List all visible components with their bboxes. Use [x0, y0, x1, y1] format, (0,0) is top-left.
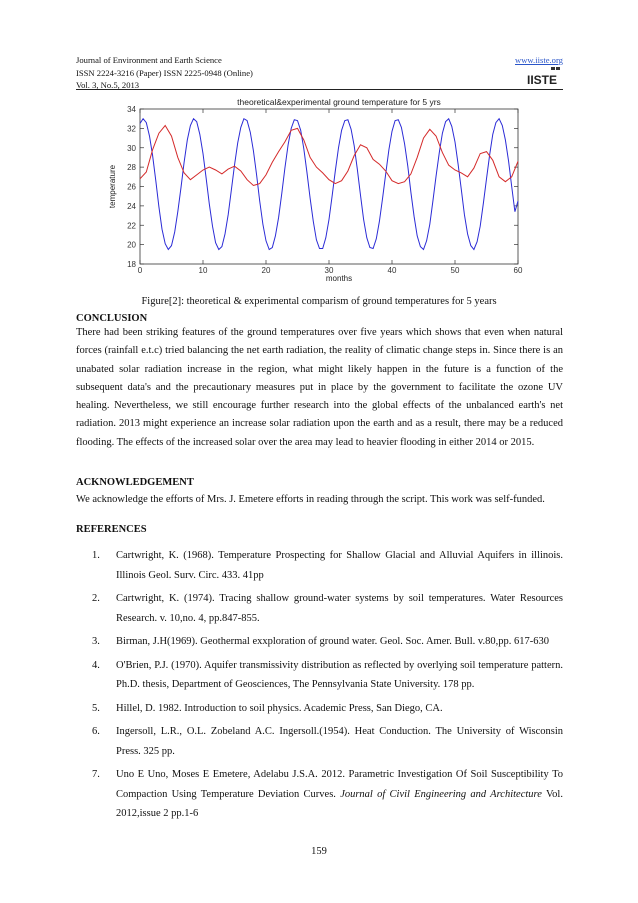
- reference-item: 2. Cartwright, K. (1974). Tracing shallow ground-water systems by soil temperatures. Water Resources Research. v. 10,no. 4, pp.847-855.: [92, 593, 563, 624]
- y-tick-label: 28: [127, 163, 136, 173]
- chart-title: theoretical&experimental ground temperature for 5 yrs: [237, 97, 441, 107]
- y-tick-label: 20: [127, 240, 136, 250]
- x-tick-label: 0: [137, 266, 143, 275]
- reference-list: [76, 546, 563, 828]
- x-tick-label: 30: [324, 266, 334, 275]
- temperature-chart: [103, 94, 533, 282]
- y-tick-label: 26: [127, 182, 136, 192]
- reference-item: 1. Cartwright, K. (1968). Temperature Prospecting for Shallow Glacial and Alluvial Aquifers in illinois. Illinois Geol. Surv. Circ. 433. 41pp: [92, 550, 563, 581]
- svg-text:IISTE: IISTE: [527, 73, 558, 86]
- x-tick-label: 20: [261, 266, 271, 275]
- x-tick-label: 50: [450, 266, 460, 275]
- figure-caption: Figure[2]: theoretical & experimental comparism of ground temperatures for 5 years: [141, 296, 497, 307]
- y-axis-label: temperature: [108, 164, 117, 209]
- y-tick-label: 30: [127, 143, 136, 153]
- header-rule: [76, 89, 563, 90]
- page-number: 159: [311, 846, 327, 857]
- references-heading: REFERENCES: [76, 524, 147, 535]
- x-tick-label: 10: [198, 266, 208, 275]
- y-tick-label: 34: [127, 105, 136, 114]
- x-tick-label: 60: [513, 266, 523, 275]
- acknowledgement-text: We acknowledge the efforts of Mrs. J. Emetere efforts in reading through the script. This work was self-funded.: [76, 494, 545, 505]
- reference-item: 4. O'Brien, P.J. (1970). Aquifer transmissivity distribution as reflected by overlying soil temperature pattern. Ph.D. thesis, Department of Geosciences, The Pennsylvania State University. 178 pp.: [92, 659, 563, 690]
- journal-name: Journal of Environment and Earth Science: [76, 55, 222, 65]
- y-tick-label: 18: [127, 260, 136, 269]
- iiste-logo: [527, 66, 565, 86]
- y-tick-label: 22: [127, 221, 136, 231]
- journal-issn: ISSN 2224-3216 (Paper) ISSN 2225-0948 (Online): [76, 68, 253, 78]
- journal-volume: Vol. 3, No.5, 2013: [76, 80, 140, 90]
- conclusion-heading: CONCLUSION: [76, 313, 148, 324]
- acknowledgement-heading: ACKNOWLEDGEMENT: [76, 477, 194, 488]
- x-axis-label: months: [325, 274, 353, 282]
- x-tick-label: 40: [387, 266, 397, 275]
- y-tick-label: 24: [127, 201, 136, 211]
- reference-item: 3. Birman, J.H(1969). Geothermal exxploration of ground water. Geol. Soc. Amer. Bull. v.80,pp. 617-630: [92, 636, 549, 647]
- reference-item: 5. Hillel, D. 1982. Introduction to soil physics. Academic Press, San Diego, CA.: [92, 702, 443, 714]
- journal-url[interactable]: www.iiste.org: [515, 55, 563, 65]
- y-tick-label: 32: [127, 124, 136, 134]
- reference-item: 6. Ingersoll, L.R., O.L. Zobeland A.C. Ingersoll.(1954). Heat Conduction. The University of Wisconsin Press. 325 pp.: [92, 726, 563, 757]
- conclusion-text: There had been striking features of the ground temperatures over five years which shows that even when natural forces (rainfall e.t.c) tried balancing the net earth radiation, the reality of climatic change steps in. Since there is an unabated solar radiation increase in the region, what might likely happen in the future is a function of the subsequent data's and the precautionary measures put in place by the government to facilitate the ozone UV healing. Nevertheless, we still encourage further research into the global effects of the unbalanced earth's net radiation. 2013 might experience an increase solar radiation upon the earth and as a result, there may be a reduced flooding. The effects of the increased solar over the area may lead to heavier flooding in either 2014 or 2015.: [76, 327, 563, 448]
- reference-item: 7. Uno E Uno, Moses E Emetere, Adelabu J.S.A. 2012. Parametric Investigation Of Soil Susceptibility To Compaction Using Temperature Deviation Curves. Journal of Civil Engineering and Architecture Vol. 2012,issue 2 pp.1-6: [92, 769, 563, 819]
